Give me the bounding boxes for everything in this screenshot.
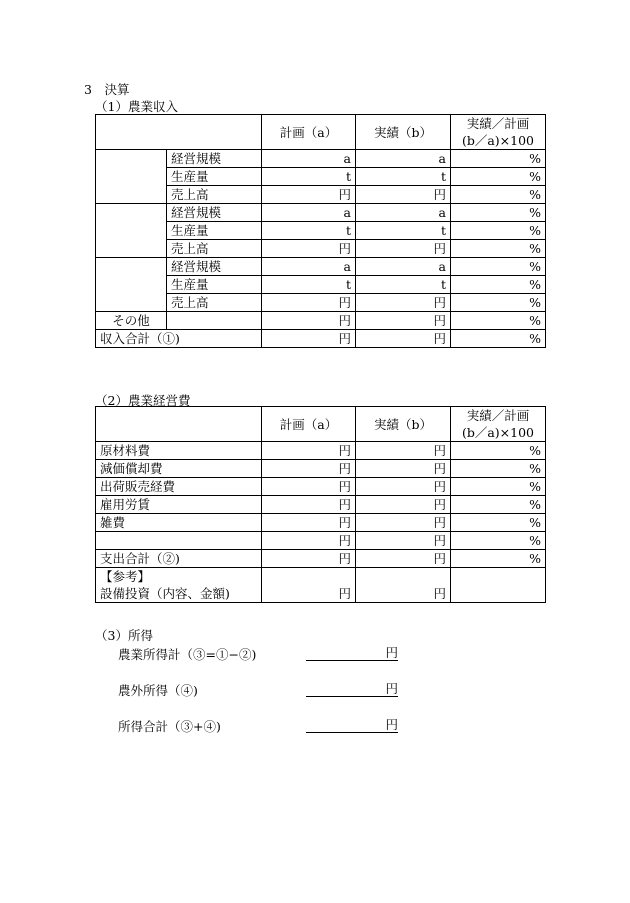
- ratio-cell[interactable]: %: [451, 312, 546, 330]
- expense-total-label: 支出合計（②): [96, 550, 262, 568]
- header-ratio-line1: 実績／計画: [466, 116, 530, 131]
- income-total-label: 収入合計（①): [96, 330, 262, 348]
- header-ratio-line1: 実績／計画: [466, 408, 530, 423]
- item-label: 経営規模: [167, 258, 262, 276]
- other-item-cell[interactable]: [167, 312, 262, 330]
- expense-label: 雇用労賃: [96, 496, 262, 514]
- header-ratio: [451, 407, 546, 442]
- ratio-cell[interactable]: %: [451, 550, 546, 568]
- nonfarm-income-label: 農外所得（④): [118, 683, 198, 698]
- total-income-label: 所得合計（③+④): [118, 719, 221, 734]
- income-summary-title: （3）所得: [95, 628, 153, 643]
- ratio-cell[interactable]: %: [451, 258, 546, 276]
- plan-cell[interactable]: 円: [262, 186, 356, 204]
- actual-cell[interactable]: 円: [356, 330, 451, 348]
- actual-cell[interactable]: 円: [356, 478, 451, 496]
- reference-label: 【参考】: [100, 569, 151, 584]
- table-row: [96, 442, 546, 460]
- expense-label: 減価償却費: [96, 460, 262, 478]
- table-row: [96, 204, 546, 222]
- other-label: その他: [96, 312, 167, 330]
- plan-cell[interactable]: 円: [262, 330, 356, 348]
- ratio-cell[interactable]: %: [451, 204, 546, 222]
- item-label: 経営規模: [167, 150, 262, 168]
- actual-cell[interactable]: t: [356, 276, 451, 294]
- reference-sublabel: 設備投資（内容、金額): [100, 586, 230, 601]
- actual-cell[interactable]: a: [356, 204, 451, 222]
- table-row: [96, 150, 546, 168]
- plan-cell[interactable]: 円: [262, 532, 356, 550]
- ratio-cell[interactable]: %: [451, 460, 546, 478]
- ratio-cell[interactable]: %: [451, 150, 546, 168]
- plan-cell[interactable]: a: [262, 258, 356, 276]
- actual-cell[interactable]: t: [356, 222, 451, 240]
- actual-cell[interactable]: 円: [356, 568, 451, 603]
- plan-cell[interactable]: 円: [262, 568, 356, 603]
- table-row: [96, 258, 546, 276]
- actual-cell[interactable]: 円: [356, 532, 451, 550]
- item-label: 売上高: [167, 186, 262, 204]
- table-row: [96, 460, 546, 478]
- expense-label: 雑費: [96, 514, 262, 532]
- plan-cell[interactable]: t: [262, 222, 356, 240]
- item-label: 生産量: [167, 168, 262, 186]
- ratio-cell[interactable]: %: [451, 442, 546, 460]
- expense-total-row: [96, 550, 546, 568]
- ratio-cell[interactable]: %: [451, 240, 546, 258]
- reference-label-cell: [96, 568, 262, 603]
- total-income-field[interactable]: 円: [306, 717, 398, 733]
- nonfarm-income-field[interactable]: 円: [306, 681, 398, 697]
- ratio-cell[interactable]: %: [451, 478, 546, 496]
- crop-name-cell[interactable]: [96, 204, 167, 258]
- table-row: [96, 532, 546, 550]
- item-label: 経営規模: [167, 204, 262, 222]
- income-table: [95, 114, 546, 348]
- actual-cell[interactable]: 円: [356, 550, 451, 568]
- header-ratio-line2: (b／a)×100: [461, 425, 535, 440]
- table-row: [96, 514, 546, 532]
- ratio-cell[interactable]: %: [451, 168, 546, 186]
- other-row: [96, 312, 546, 330]
- actual-cell[interactable]: 円: [356, 240, 451, 258]
- actual-cell[interactable]: 円: [356, 186, 451, 204]
- header-plan: 計画（a）: [262, 407, 356, 442]
- table-row: [96, 478, 546, 496]
- table-row: [96, 496, 546, 514]
- plan-cell[interactable]: 円: [262, 294, 356, 312]
- item-label: 売上高: [167, 294, 262, 312]
- actual-cell[interactable]: 円: [356, 514, 451, 532]
- ratio-cell[interactable]: %: [451, 294, 546, 312]
- expense-table-title: （2）農業経営費: [95, 393, 191, 408]
- header-plan: 計画（a）: [262, 115, 356, 150]
- actual-cell[interactable]: 円: [356, 294, 451, 312]
- plan-cell[interactable]: 円: [262, 460, 356, 478]
- actual-cell[interactable]: 円: [356, 442, 451, 460]
- expense-label: 出荷販売経費: [96, 478, 262, 496]
- plan-cell[interactable]: t: [262, 168, 356, 186]
- expense-label: 原材料費: [96, 442, 262, 460]
- actual-cell[interactable]: a: [356, 258, 451, 276]
- plan-cell[interactable]: 円: [262, 514, 356, 532]
- actual-cell[interactable]: 円: [356, 496, 451, 514]
- expense-table: [95, 406, 546, 603]
- reference-row: [96, 568, 546, 603]
- header-blank-cell: [96, 115, 262, 150]
- plan-cell[interactable]: a: [262, 204, 356, 222]
- plan-cell[interactable]: 円: [262, 478, 356, 496]
- ratio-cell[interactable]: %: [451, 532, 546, 550]
- ratio-cell-empty: [451, 568, 546, 603]
- item-label: 売上高: [167, 240, 262, 258]
- expense-header-row: [96, 407, 546, 442]
- expense-label[interactable]: [96, 532, 262, 550]
- item-label: 生産量: [167, 276, 262, 294]
- actual-cell[interactable]: 円: [356, 460, 451, 478]
- ratio-cell[interactable]: %: [451, 276, 546, 294]
- plan-cell[interactable]: a: [262, 150, 356, 168]
- header-actual: 実績（b）: [356, 115, 451, 150]
- section-title: 3 決算: [84, 82, 130, 97]
- plan-cell[interactable]: 円: [262, 550, 356, 568]
- header-blank-cell: [96, 407, 262, 442]
- farm-income-field[interactable]: 円: [306, 645, 398, 661]
- actual-cell[interactable]: a: [356, 150, 451, 168]
- income-table-title: （1）農業収入: [95, 99, 178, 114]
- ratio-cell[interactable]: %: [451, 514, 546, 532]
- header-ratio-line2: (b／a)×100: [461, 133, 535, 148]
- income-total-row: [96, 330, 546, 348]
- plan-cell[interactable]: t: [262, 276, 356, 294]
- plan-cell[interactable]: 円: [262, 312, 356, 330]
- ratio-cell[interactable]: %: [451, 330, 546, 348]
- ratio-cell[interactable]: %: [451, 496, 546, 514]
- plan-cell[interactable]: 円: [262, 442, 356, 460]
- farm-income-label: 農業所得計（③=①−②): [118, 647, 257, 662]
- actual-cell[interactable]: t: [356, 168, 451, 186]
- plan-cell[interactable]: 円: [262, 496, 356, 514]
- header-actual: 実績（b）: [356, 407, 451, 442]
- ratio-cell[interactable]: %: [451, 222, 546, 240]
- ratio-cell[interactable]: %: [451, 186, 546, 204]
- actual-cell[interactable]: 円: [356, 312, 451, 330]
- plan-cell[interactable]: 円: [262, 240, 356, 258]
- header-ratio: [451, 115, 546, 150]
- income-header-row: [96, 115, 546, 150]
- crop-name-cell[interactable]: [96, 258, 167, 312]
- item-label: 生産量: [167, 222, 262, 240]
- crop-name-cell[interactable]: [96, 150, 167, 204]
